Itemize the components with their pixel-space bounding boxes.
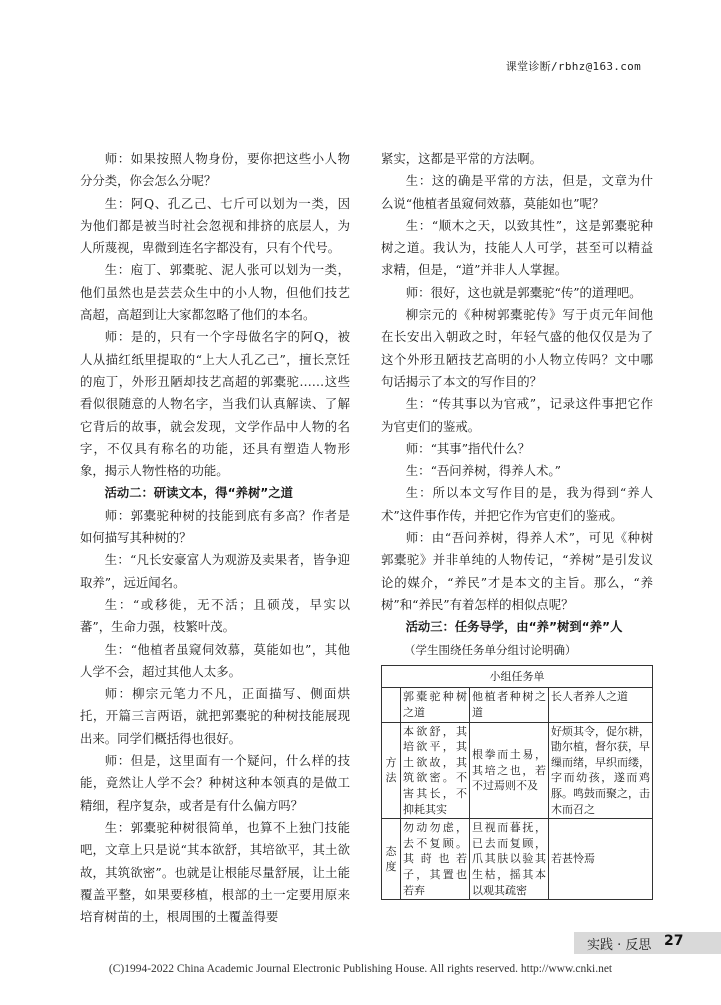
paragraph: 生：“顺木之天，以致其性”，这是郭橐驼种树之道。我认为，技能人人可学，甚至可以精益求精，但是，“道”并非人人掌握。 (381, 217, 653, 278)
paragraph: 生：这的确是平常的方法，但是，文章为什么说“他植者虽窥伺效慕，莫能如也”呢？ (381, 173, 653, 211)
activity3-subnote: （学生围绕任务单分组讨论明确） (404, 642, 577, 657)
section-label: 实践 · 反思 (587, 938, 652, 953)
paragraph: 师：但是，这里面有一个疑问，什么样的技能，竟然让人学不会？种树这种本领真的是做工精细，程序复杂，或者是有什么偏方吗？ (80, 753, 350, 813)
page-number: 27 (664, 933, 684, 949)
table-header-cell: 长人者养人之道 (549, 688, 653, 722)
paragraph: 柳宗元的《种树郭橐驼传》写于贞元年间他在长安出入朝政之时，年轻气盛的他仅仅是为了这个外形丑陋技艺高明的小人物立传吗？文中哪句话揭示了本文的写作目的？ (381, 307, 653, 389)
table-title-row (382, 665, 653, 688)
activity3-heading: 活动三：任务导学，由“养”树到“养”人 (405, 620, 623, 635)
paragraph: 生：“凡长安豪富人为观游及卖果者，皆争迎取养”，远近闻名。 (80, 552, 350, 590)
paragraph: 师：柳宗元笔力不凡，正面描写、侧面烘托，开篇三言两语，就把郭橐驼的种树技能展现出来。同学们概括得也很好。 (80, 686, 350, 746)
paragraph: 生：“或移徙，无不活；且硕茂，早实以蕃”，生命力强，枝繁叶茂。 (80, 596, 350, 635)
copyright-notice: (C)1994-2022 China Academic Journal Electronic Publishing House. All rights reserved. http://www.cnki.net (108, 963, 613, 975)
right-column (381, 148, 653, 900)
paragraph: 师：由“吾问养树，得养人术”，可见《种树郭橐驼》并非单纯的人物传记，“养树”是引发议论的媒介，“养民”才是本文的主旨。那么，“养树”和“养民”有着怎样的相似点呢？ (381, 530, 653, 612)
paragraph: 生：所以本文写作目的是，我为得到“养人术”这件事作传，并把它作为官吏们的鉴戒。 (381, 485, 653, 523)
task-table (381, 665, 653, 900)
paragraph: 紧实，这都是平常的方法啊。 (381, 151, 543, 166)
table-cell: 若甚怜焉 (549, 819, 653, 900)
row-label-text: 方法 (385, 756, 397, 785)
paragraph: 生：“传其事以为官戒”，记录这件事把它作为官吏们的鉴戒。 (381, 396, 653, 434)
activity2-heading: 活动二：研读文本，得“养树”之道 (104, 486, 293, 501)
table-header-cell: 郭橐驼种树之道 (401, 688, 470, 722)
row-label (382, 722, 401, 819)
table-title: 小组任务单 (382, 665, 653, 688)
table-header-cell: 他植者种树之道 (470, 688, 549, 722)
paragraph: 生：阿Q、孔乙己、七斤可以划为一类，因为他们都是被当时社会忽视和排挤的底层人，为人所蔑视，卑微到连名字都没有，只有个代号。 (80, 195, 350, 256)
table-cell: 勿动勿虑，去不复顾。其莳也若子，其置也若弃 (401, 819, 470, 900)
paragraph: 生：“吾问养树，得养人术。” (405, 463, 561, 479)
paragraph: 师：“其事”指代什么？ (405, 440, 530, 456)
paragraph: 师：郭橐驼种树的技能到底有多高？作者是如何描写其种树的？ (80, 507, 350, 546)
table-cell: 好烦其令，促尔耕，勖尔植，督尔获，早缫而绪，早织而缕，字而幼孩，遂而鸡豚。鸣鼓而聚之，击木而召之 (549, 722, 653, 819)
table-cell: 本欲舒，其培欲平，其土欲故，其筑欲密。不害其长，不抑耗其实 (401, 722, 470, 819)
left-column (80, 148, 350, 928)
table-cell: 根拳而土易，其培之也，若不过焉则不及 (470, 722, 549, 819)
table-row (382, 819, 653, 900)
row-label-text: 态度 (385, 844, 397, 873)
paragraph: 生：庖丁、郭橐驼、泥人张可以划为一类，他们虽然也是芸芸众生中的小人物，但他们技艺高超，高超到让大家都忽略了他们的本名。 (80, 262, 350, 323)
paragraph: 生：“他植者虽窥伺效慕，莫能如也”，其他人学不会，超过其他人太多。 (80, 641, 350, 679)
table-header-cell (382, 688, 401, 722)
row-label (382, 819, 401, 900)
paragraph: 生：郭橐驼种树很简单，也算不上独门技能吧，文章上只是说“其本欲舒，其培欲平，其土欲故，其筑欲密”。也就是让根能尽量舒展，让土能覆盖平整，如果要移植，根部的土一定要用原来培育树苗的土，根周围的土覆盖得要 (80, 819, 350, 925)
table-row (382, 722, 653, 819)
journal-header: 课堂诊断/rbhz@163.com (505, 60, 641, 73)
paragraph: 师：如果按照人物身份，要你把这些小人物分分类，你会怎么分呢？ (80, 151, 350, 189)
paragraph: 师：很好，这也就是郭橐驼“传”的道理吧。 (405, 284, 642, 300)
paragraph: 师：是的，只有一个字母做名字的阿Q，被人从描红纸里提取的“上大人孔乙己”，擅长烹饪的庖丁，外形丑陋却技艺高超的郭橐驼……这些看似很随意的人物名字，当我们认真解读、了解它背后的故事，就会发现，文学作品中人物的名字，不仅具有称名的功能，还具有塑造人物形象，揭示人物性格的功能。 (80, 329, 350, 479)
table-header-row (382, 688, 653, 722)
table-cell: 旦视而暮抚，已去而复顾，爪其肤以验其生枯，摇其本以观其疏密 (470, 819, 549, 900)
